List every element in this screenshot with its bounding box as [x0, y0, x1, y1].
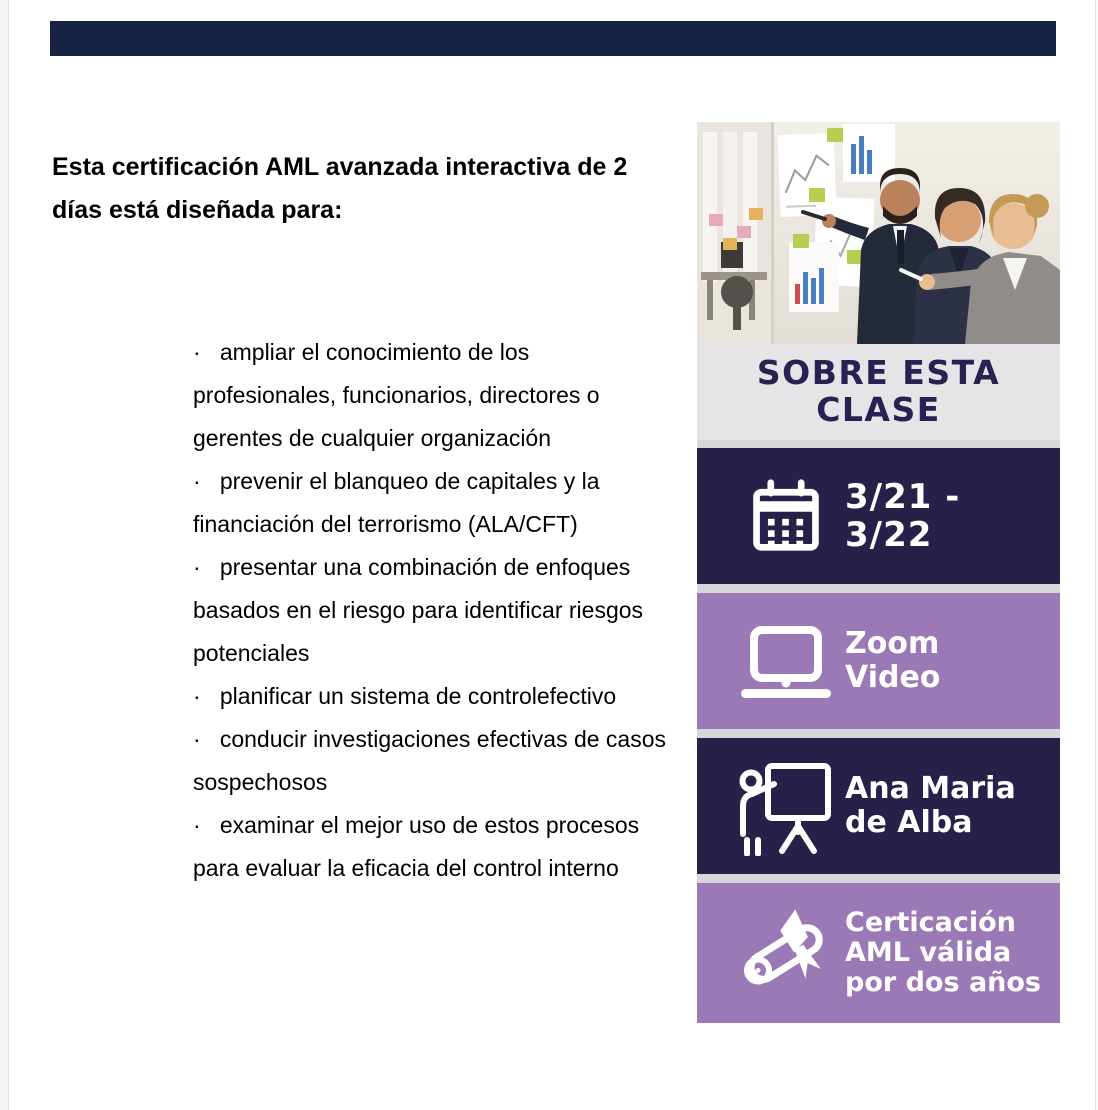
class-photo: [697, 122, 1060, 344]
instructor-label: Ana Maria de Alba: [845, 771, 1016, 840]
class-photo-illustration: [697, 122, 1060, 344]
date-label: 3/21 - 3/22: [845, 476, 961, 555]
certification-row: [697, 883, 1060, 1023]
date-row: [697, 448, 1060, 584]
laptop-icon: [727, 623, 845, 699]
list-item: · examinar el mejor uso de estos procesos para evaluar la eficacia del control interno: [193, 812, 646, 881]
list-item: · conducir investigaciones efectivas de casos sospechosos: [193, 726, 673, 795]
video-label: Zoom Video: [845, 626, 941, 695]
list-item: · prevenir el blanqueo de capitales y la financiación del terrorismo (ALA/CFT): [193, 468, 606, 537]
class-info-card: [697, 122, 1060, 1023]
video-row: [697, 593, 1060, 729]
instructor-row: [697, 738, 1060, 874]
diploma-icon: [727, 901, 845, 1005]
list-item: · presentar una combinación de enfoques basados en el riesgo para identificar riesgos potenciales: [193, 554, 650, 666]
list-item: · ampliar el conocimiento de los profesionales, funcionarios, directores o gerentes de cualquier organización: [193, 339, 606, 451]
calendar-icon: [727, 478, 845, 554]
top-banner: [50, 21, 1056, 56]
card-title: SOBRE ESTA CLASE: [697, 344, 1060, 440]
bullet-list: [193, 331, 671, 890]
list-item: · planificar un sistema de controlefectivo: [193, 683, 617, 709]
page-title: Esta certificación AML avanzada interactiva de 2 días está diseñada para:: [52, 153, 628, 224]
certification-label: Certicación AML válida por dos años: [845, 906, 1042, 999]
left-page-edge: [0, 0, 9, 1110]
presenter-icon: [727, 756, 845, 856]
